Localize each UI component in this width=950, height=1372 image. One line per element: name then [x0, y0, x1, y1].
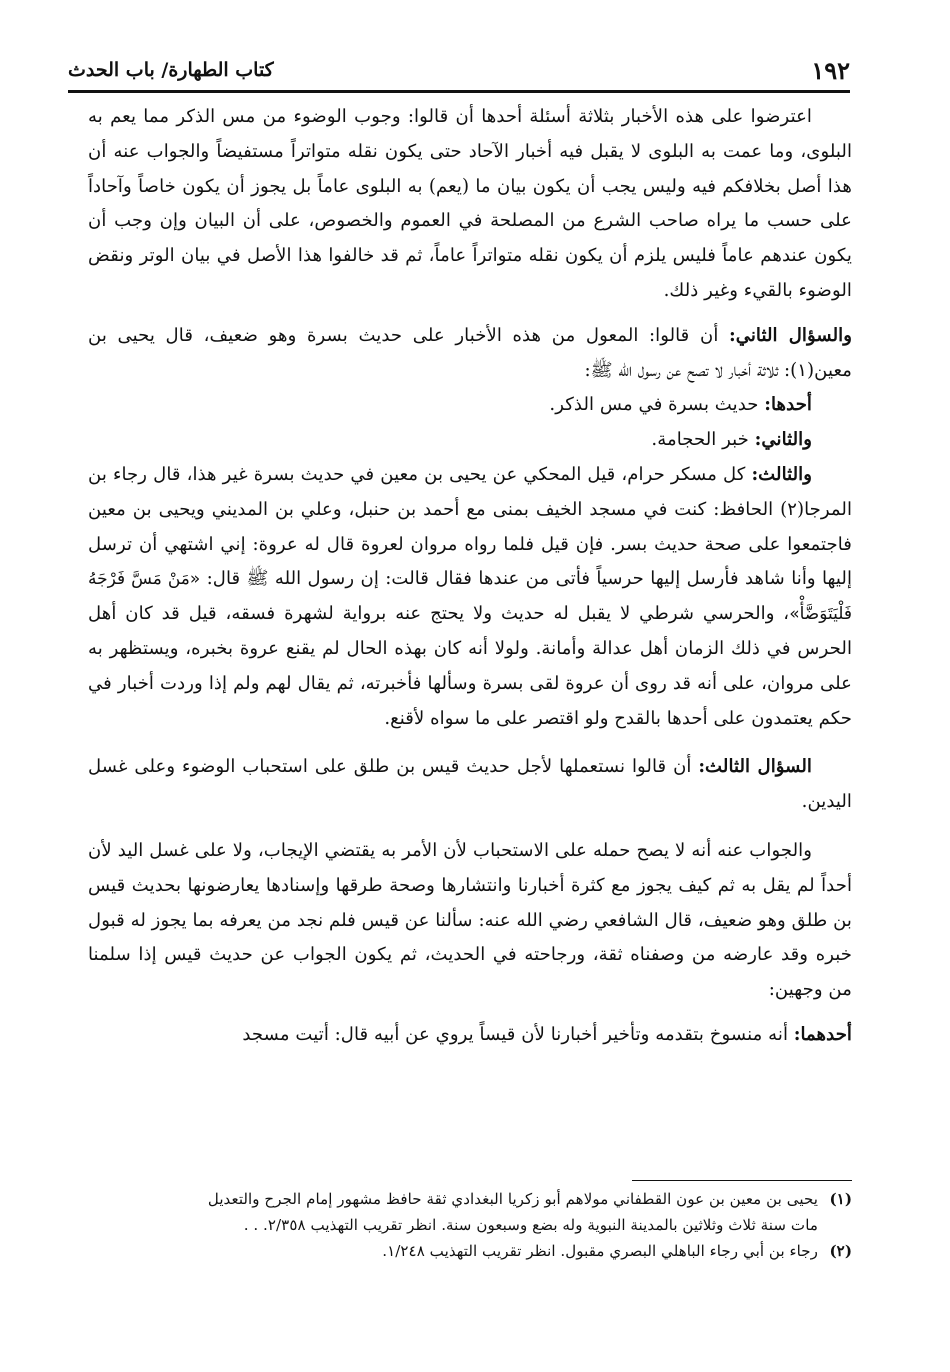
second-question-label: والسؤال الثاني:	[729, 324, 852, 346]
footnote-1-mark: (١)	[829, 1190, 852, 1208]
third-label: والثالث:	[751, 463, 812, 485]
footnote-1-line2: مات سنة ثلاث وثلاثين بالمدينة النبوية وله بضع وسبعون سنة. انظر تقريب التهذيب ٢/٣٥٨. . .	[243, 1216, 818, 1234]
first-text: حديث بسرة في مس الذكر.	[549, 394, 765, 416]
footnotes	[96, 1186, 852, 1264]
answer-first-label: أحدهما:	[793, 1023, 852, 1045]
paragraph-objections: اعترضوا على هذه الأخبار بثلاثة أسئلة أحدها أن قالوا: وجوب الوضوء من مس الذكر مما يعم به البلوى، وما عمت به البلوى لا يقبل فيه أخبار الآحاد حتى يكون نقله متواتراً مستفيضاً والجواب عنه أن هذا أصل بخلافكم فيه وليس يجب أن يكون بيان ما (يعم) به البلوى عاماً بل يجوز أن يكون خاصاً وآحاداً على حسب ما يراه صاحب الشرع من المصلحة في العموم والخصوص، على أن البيان وإن وجب أن يكون عندهم عاماً فليس يلزم أن يكون نقله متواتراً عاماً، ثم قد خالفوا هذا الأصل في بيان الوتر ونقض الوضوء بالقيء وغير ذلك.	[88, 106, 852, 301]
third-text: كل مسكر حرام، قيل المحكي عن يحيى بن معين في حديث بسرة غير هذا، قال رجاء بن المرجا(٢) الحافظ: كنت في مسجد الخيف بمنى مع أحمد بن حنبل، وعلي بن المديني ويحيى بن معين فاجتمعوا على صحة حديث بسر. فإن قيل فلما رواه مروان لعروة قال له عروة: إني اشتهي أن ترسل إليها وأنا شاهد فأرسل إليها حرسياً فأتى من عندها فقال قالت: إن رسول الله ﷺ قال:	[88, 463, 852, 590]
second-question-text: أن قالوا: المعول من هذه الأخبار على حديث بسرة وهو ضعيف، قال يحيى بن معين(١): ثلاثة أخبار لا تصح عن رسول الله ﷺ:	[88, 324, 852, 381]
item-first	[88, 388, 852, 423]
footnote-2-mark: (٢)	[829, 1242, 852, 1260]
paragraph-second-question	[88, 319, 852, 389]
third-question-text: أن قالوا نستعملها لأجل حديث قيس بن طلق على استحباب الوضوء وعلى غسل اليدين.	[88, 756, 852, 813]
page-header	[68, 50, 850, 93]
second-label: والثاني:	[754, 429, 812, 451]
first-label: أحدها:	[764, 394, 812, 416]
item-third	[88, 458, 852, 736]
item-second	[88, 423, 852, 458]
answer-first-text: أنه منسوخ بتقدمه وتأخير أخبارنا لأن قيساً يروي عن أبيه قال: أتيت مسجد	[242, 1023, 794, 1045]
paragraph-answer-first	[88, 1018, 852, 1053]
paragraph-third-question	[88, 750, 852, 820]
footnote-2	[96, 1238, 852, 1264]
third-question-label: السؤال الثالث:	[698, 756, 812, 778]
footnote-1	[96, 1186, 852, 1212]
main-text	[88, 100, 852, 1053]
paragraph-answer: والجواب عنه أنه لا يصح حمله على الاستحباب لأن الأمر به يقتضي الإيجاب، ولا على غسل اليد لأن أحداً لم يقل به ثم كيف يجوز مع كثرة أخبارنا وانتشارها وصحة طرقها وإسنادها يعارضونها بحديث قيس بن طلق وهو ضعيف، قال الشافعي رضي الله عنه: سألنا عن قيس فلم نجد من يعرفه بما يجوز له قبول خبره وقد عارضه من وصفناه ثقة، ورجاحته في الحديث، ثم يكون الجواب عن حديث قيس إذا سلمنا من وجهين:	[88, 839, 852, 1001]
footnote-2-line1: رجاء بن أبي رجاء الباهلي البصري مقبول. انظر تقريب التهذيب ١/٢٤٨.	[382, 1242, 818, 1260]
running-title: كتاب الطهارة/ باب الحدث	[68, 59, 274, 81]
third-text-continued: ، والحرسي شرطي لا يقبل له حديث ولا يحتج عنه برواية لشهرة فسقه، قيل قد كان أهل الحرس في ذلك الزمان أهل عدالة وأمانة. ولولا أنه كان بهذه الحال لم يقنع عروة بخبره، ويستظهر به على مروان، على أنه قد روى أن عروة لقى بسرة وسألها فأخبرته، ثم يقال لهم ولم إذا وردت أخبار في حكم يعتمدون على أحدها بالقدح ولو اقتصر على ما سواه لأقنع.	[88, 603, 852, 729]
page-number: ١٩٢	[811, 55, 850, 85]
hadith-quote: «مَنْ مَسَّ فَرْجَهُ فَلْيَتَوَضَّأْ»	[88, 569, 852, 625]
footnote-1-line1: يحيى بن معين بن عون القطفاني مولاهم أبو زكريا البغدادي ثقة حافظ مشهور إمام الجرح والتعديل	[207, 1190, 818, 1208]
second-text: خبر الحجامة.	[651, 429, 755, 451]
footnote-separator	[632, 1180, 852, 1181]
